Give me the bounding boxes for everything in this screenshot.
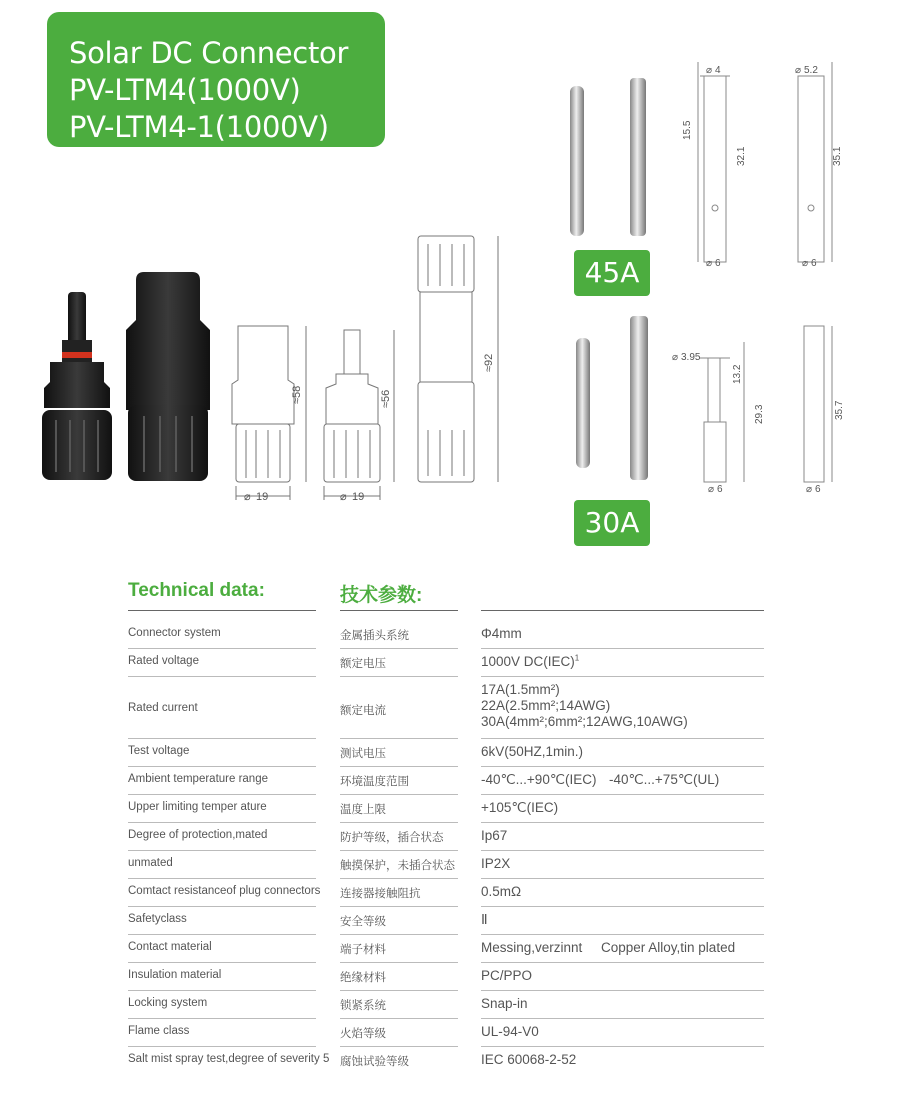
dim-d6d-prefix: ⌀ <box>806 484 813 495</box>
table-row <box>128 676 764 738</box>
table-row <box>128 990 764 1018</box>
row-label-cn: 防护等级，插合状态 <box>340 832 444 844</box>
row-value: Ip67 <box>481 828 508 843</box>
table-row <box>128 822 764 850</box>
row-value-text: 1000V DC(IEC) <box>481 654 575 669</box>
row-label-cn: 安全等级 <box>340 916 386 928</box>
table-row <box>128 878 764 906</box>
dim-l293: 29.3 <box>754 404 765 424</box>
row-value: 6kV(50HZ,1min.) <box>481 744 584 759</box>
row-value: -40℃...+90℃(IEC) <box>481 772 597 787</box>
row-value-footnote: 1 <box>574 653 580 663</box>
row-label-en: Safetyclass <box>128 913 187 925</box>
dim-dia-19-b: 19 <box>352 491 365 503</box>
pin-30a-drawings <box>700 326 832 482</box>
row-value: IP2X <box>481 856 511 871</box>
row-label-en: Comtact resistanceof plug connectors <box>128 885 321 897</box>
row-label-cn: 火焰等级 <box>340 1028 386 1040</box>
row-label-en: Connector system <box>128 627 221 639</box>
dim-d6b-prefix: ⌀ <box>802 258 809 269</box>
dim-d6a-prefix: ⌀ <box>706 258 713 269</box>
row-value: Messing,verzinnt <box>481 940 583 955</box>
row-value-line-3: 30A(4mm²;6mm²;12AWG,10AWG) <box>481 714 688 729</box>
row-label-en: unmated <box>128 857 173 869</box>
pin-45a-photos <box>570 78 646 236</box>
row-value: IEC 60068-2-52 <box>481 1052 577 1067</box>
title-line-3: PV-LTM4-1(1000V) <box>69 110 329 144</box>
dim-length-92: ≈92 <box>483 353 495 372</box>
row-label-en: Contact material <box>128 941 212 953</box>
row-label-en: Insulation material <box>128 969 222 981</box>
dim-dia-19-a-prefix: ⌀ <box>244 491 251 503</box>
row-label-en: Flame class <box>128 1025 190 1037</box>
table-row <box>128 794 764 822</box>
row-value: Φ4mm <box>481 626 522 641</box>
badge-45a: 45A <box>574 250 650 296</box>
dim-d52: 5.2 <box>804 65 818 76</box>
dim-d52-prefix: ⌀ <box>795 65 802 76</box>
dim-l357: 35.7 <box>834 400 845 420</box>
female-outline-drawing <box>232 326 306 500</box>
row-value: Ⅱ <box>481 912 488 927</box>
row-value: PC/PPO <box>481 968 533 983</box>
dim-l132: 13.2 <box>732 364 743 384</box>
table-row <box>128 648 764 676</box>
dim-d6b: 6 <box>811 258 817 269</box>
row-value-secondary: -40℃...+75℃(UL) <box>609 772 720 787</box>
row-label-en: Salt mist spray test,degree of severity 5 <box>128 1053 330 1065</box>
female-connector-photo <box>126 272 210 481</box>
row-label-cn: 温度上限 <box>340 804 386 816</box>
row-label-en: Ambient temperature range <box>128 773 268 785</box>
dim-l351: 35.1 <box>832 146 843 166</box>
header-divider-val <box>481 610 764 611</box>
pin-30a-photos <box>576 316 648 480</box>
row-value: +105℃(IEC) <box>481 800 559 815</box>
row-label-cn: 额定电压 <box>340 658 386 670</box>
table-row <box>128 934 764 962</box>
row-label-en: Test voltage <box>128 745 190 757</box>
row-label-cn: 金属插头系统 <box>340 630 409 642</box>
dim-d4-prefix: ⌀ <box>706 65 713 76</box>
row-value-line-2: 22A(2.5mm²;14AWG) <box>481 698 611 713</box>
row-label-en: Degree of protection,mated <box>128 829 268 841</box>
row-label-cn: 端子材料 <box>340 944 386 956</box>
badge-30a: 30A <box>574 500 650 546</box>
row-value <box>481 654 579 670</box>
table-row <box>128 1018 764 1046</box>
table-row <box>128 620 764 648</box>
title-line-1: Solar DC Connector <box>69 36 349 70</box>
table-row <box>128 962 764 990</box>
dim-d395-prefix: ⌀ <box>672 352 679 363</box>
row-label-cn: 额定电流 <box>340 705 386 717</box>
table-row <box>128 850 764 878</box>
table-row <box>128 766 764 794</box>
row-label-cn: 锁紧系统 <box>340 1000 386 1012</box>
row-label-cn: 触摸保护，未插合状态 <box>340 860 455 872</box>
table-row <box>128 1046 764 1074</box>
row-label-cn: 腐蚀试验等级 <box>340 1056 409 1068</box>
dim-d395: 3.95 <box>681 352 701 363</box>
row-value: UL-94-V0 <box>481 1024 539 1039</box>
dim-length-58: ≈58 <box>291 385 303 404</box>
row-label-en: Rated voltage <box>128 655 199 667</box>
dim-d4: 4 <box>715 65 721 76</box>
row-label-cn: 测试电压 <box>340 748 386 760</box>
title-line-2: PV-LTM4(1000V) <box>69 73 301 107</box>
dim-length-56: ≈56 <box>380 389 392 408</box>
table-row <box>128 906 764 934</box>
dim-d6c: 6 <box>717 484 723 495</box>
dim-dia-19-a: 19 <box>256 491 269 503</box>
header-divider-en <box>128 610 316 611</box>
dim-l155: 15.5 <box>682 120 693 140</box>
table-row <box>128 738 764 766</box>
row-label-cn: 绝缘材料 <box>340 972 386 984</box>
dim-d6d: 6 <box>815 484 821 495</box>
dim-dia-19-b-prefix: ⌀ <box>340 491 347 503</box>
row-label-en: Locking system <box>128 997 208 1009</box>
row-value-secondary: Copper Alloy,tin plated <box>601 940 736 955</box>
header-divider-cn <box>340 610 458 611</box>
header-en: Technical data: <box>128 580 265 601</box>
male-connector-photo <box>42 292 112 480</box>
row-value-line-1: 17A(1.5mm²) <box>481 682 560 697</box>
header-cn: 技术参数: <box>340 585 423 606</box>
row-label-cn: 环境温度范围 <box>340 776 409 788</box>
row-value: 0.5mΩ <box>481 884 522 899</box>
pin-45a-drawings <box>698 62 832 262</box>
dim-l321: 32.1 <box>736 146 747 166</box>
row-label-en: Upper limiting temper ature <box>128 801 267 813</box>
row-value: Snap-in <box>481 996 528 1011</box>
dim-d6c-prefix: ⌀ <box>708 484 715 495</box>
row-label-en: Rated current <box>128 702 198 714</box>
row-label-cn: 连接器接触阻抗 <box>340 888 421 900</box>
dim-d6a: 6 <box>715 258 721 269</box>
male-outline-drawing <box>324 330 394 500</box>
